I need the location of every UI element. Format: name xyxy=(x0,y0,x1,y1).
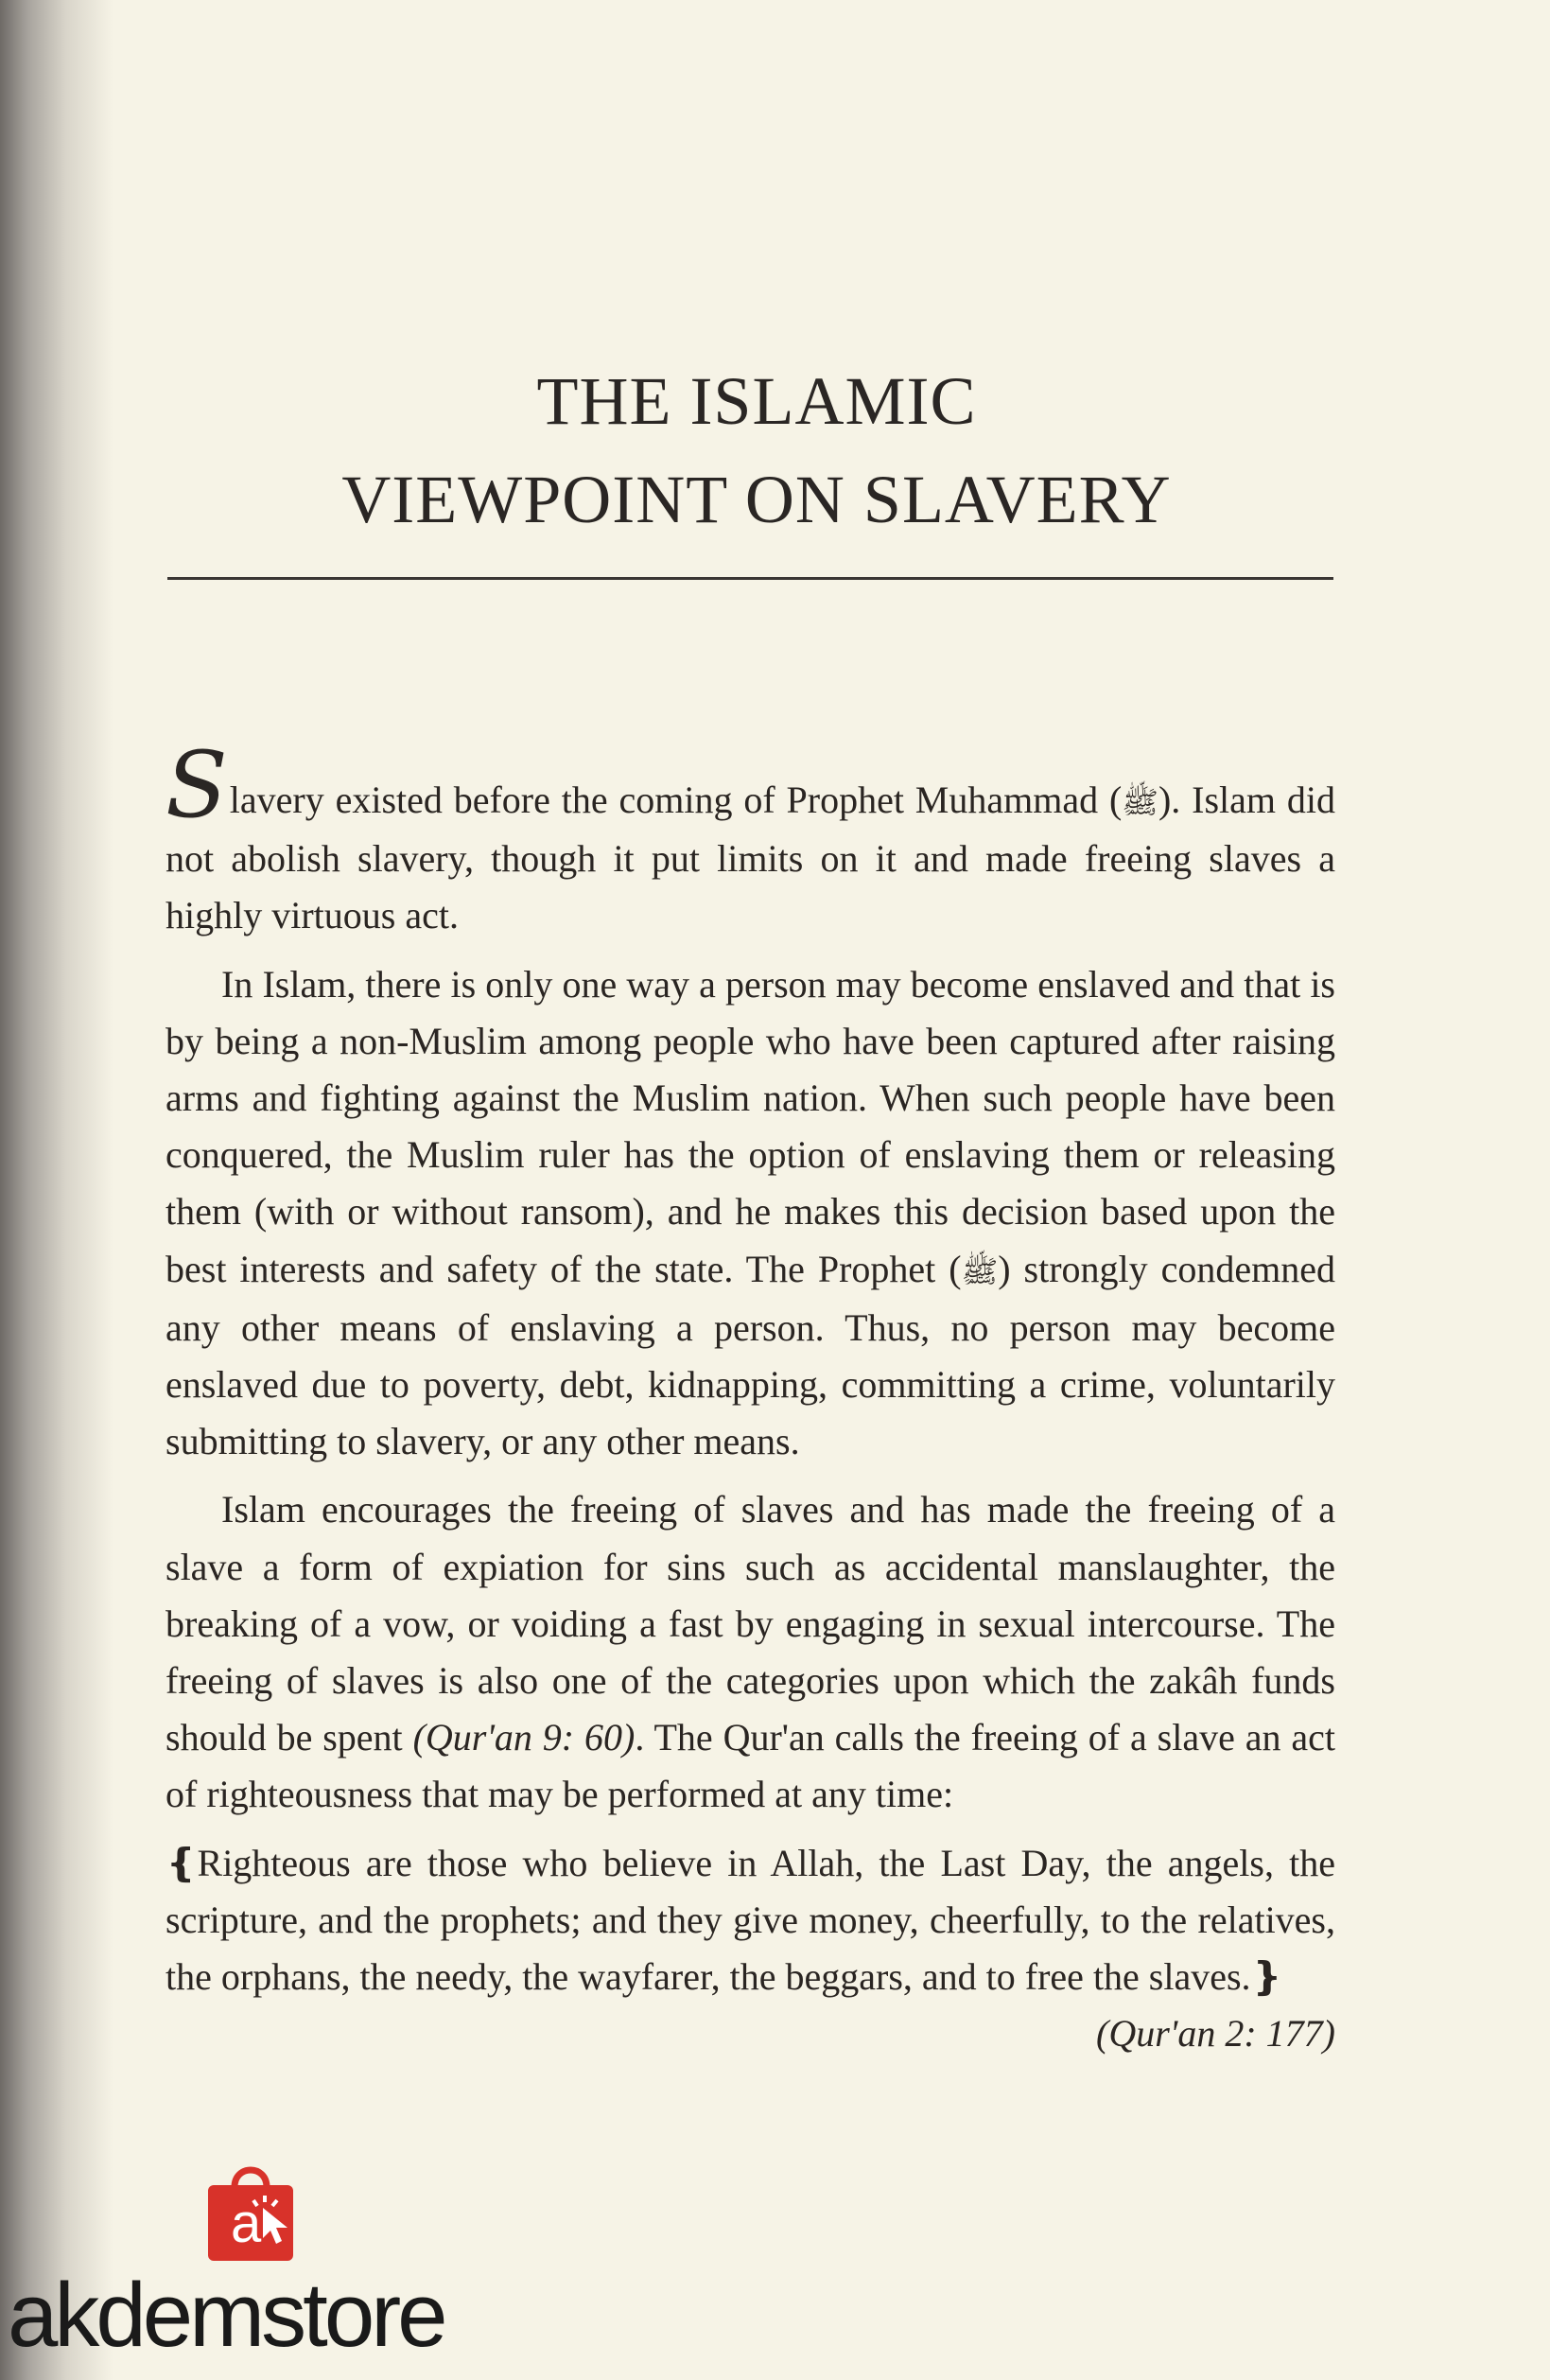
title-divider xyxy=(167,577,1333,580)
salawat-glyph: ﷺ xyxy=(961,1253,999,1288)
shopping-bag-icon xyxy=(202,2159,299,2265)
body-text xyxy=(165,732,1335,2062)
paragraph-1 xyxy=(165,732,1335,945)
verse-open-bracket: ❴ xyxy=(165,1841,198,1884)
page-gutter-shadow xyxy=(0,0,113,2380)
paragraph-3-text-b: . The Qur'an calls the freeing of a slave an act of righteousness that may be performed at any time: xyxy=(165,1716,1335,1816)
paragraph-2-text-a: In Islam, there is only one way a person may become enslaved and that is by being a non-Muslim among people who have been captured after raising arms and fighting against the Muslim nation. When such people have been conquered, the Muslim ruler has the option of enslaving them or releasing them (with or without ransom), and he makes this decision based upon the best interests and safety of the state. The Prophet ( xyxy=(165,962,1335,1290)
paragraph-2-text-b: ) strongly condemned any other means of enslaving a person. Thus, no person may become enslaved due to poverty, debt, kidnapping, committing a crime, voluntarily submitting to slavery, or any other means. xyxy=(165,1247,1335,1463)
salawat-glyph: ﷺ xyxy=(1122,785,1158,819)
store-watermark-logo xyxy=(0,2138,511,2380)
paragraph-1-text-a: lavery existed before the coming of Prophet Muhammad ( xyxy=(229,779,1123,821)
bag-letter: a xyxy=(231,2193,262,2254)
paragraph-3-text-a: Islam encourages the freeing of slaves and has made the freeing of a slave a form of expiation for sins such as accidental manslaughter, the breaking of a vow, or voiding a fast by engaging in sexual intercourse. The freeing of slaves is also one of the categories upon which the zakâh funds should be spent xyxy=(165,1488,1335,1759)
paragraph-1-text-b: ). Islam did not abolish slavery, though it put limits on it and made freeing slaves a highly virtuous act. xyxy=(165,779,1335,937)
verse-close-bracket: ❵ xyxy=(1250,1955,1283,1999)
paragraph-2 xyxy=(165,956,1335,1471)
drop-cap: S xyxy=(165,732,228,838)
quran-verse xyxy=(165,1835,1335,2056)
paragraph-3 xyxy=(165,1481,1335,1823)
chapter-title-line2: VIEWPOINT ON SLAVERY xyxy=(341,462,1172,537)
chapter-title-line1: THE ISLAMIC xyxy=(536,363,977,439)
verse-text: Righteous are those who believe in Allah, the Last Day, the angels, the scripture, and the prophets; and they give money, cheerfully, to the relatives, the orphans, the needy, the wayfarer, the beggars, and to free the slaves. xyxy=(165,1841,1335,1999)
brand-wordmark: akdemstore xyxy=(8,2265,444,2366)
quran-reference-inline: (Qur'an 9: 60) xyxy=(412,1716,636,1759)
verse-reference: (Qur'an 2: 177) xyxy=(1096,2012,1335,2056)
